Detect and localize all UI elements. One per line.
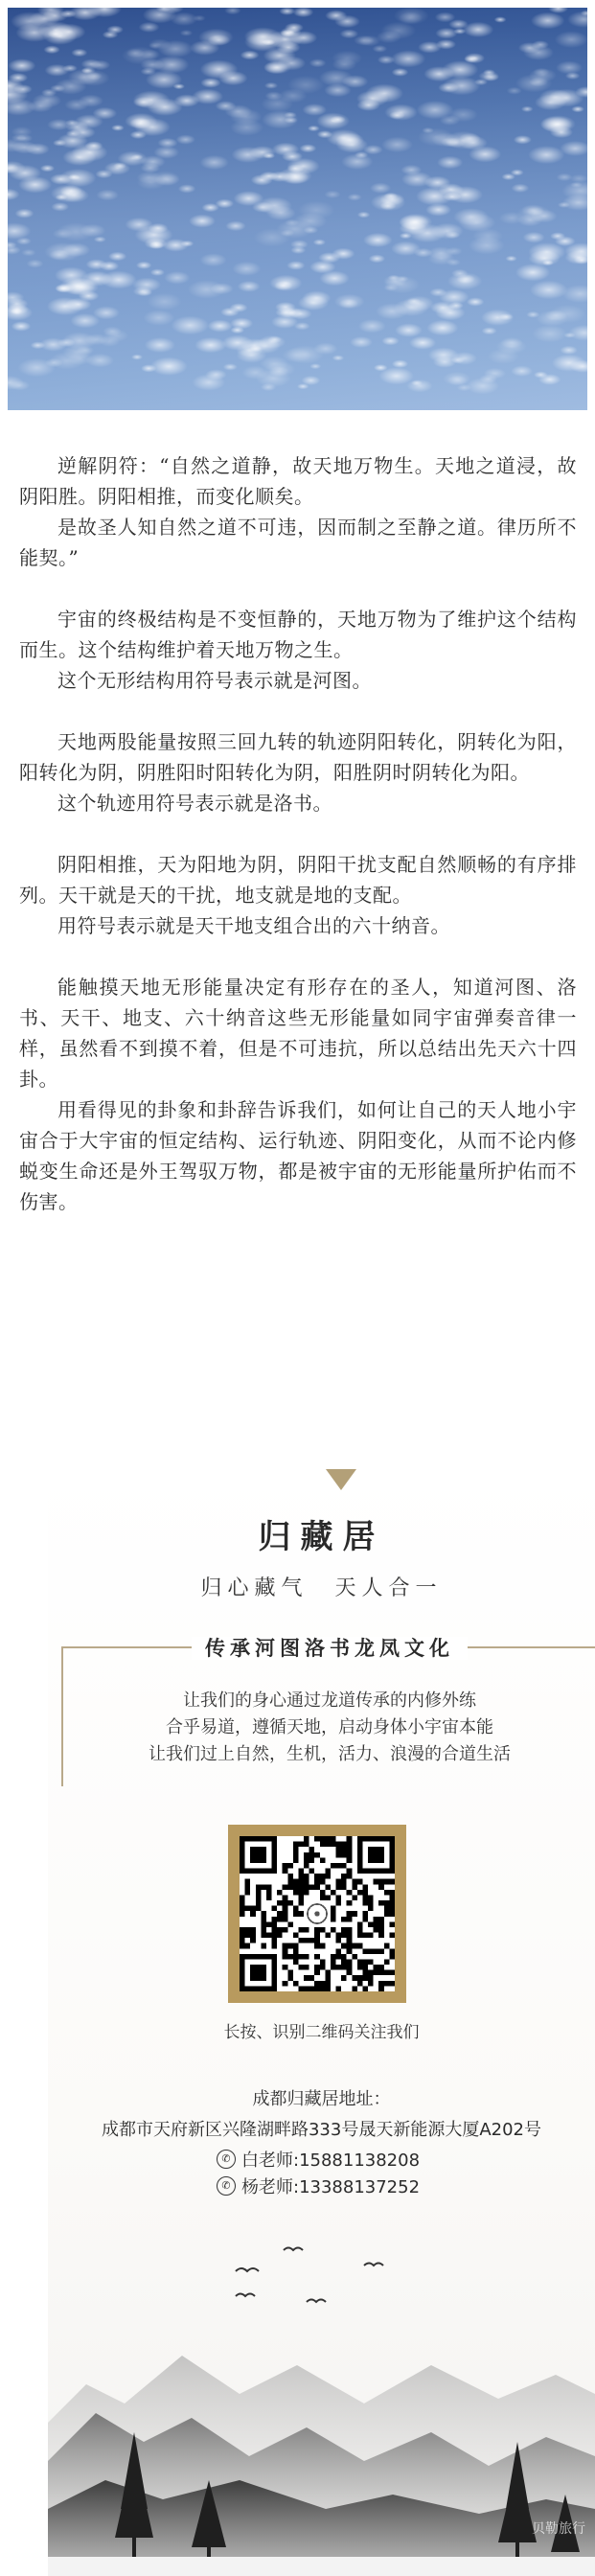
heritage-box [61,1637,595,1786]
paragraph: 阴阳相推，天为阳地为阴，阴阳干扰支配自然顺畅的有序排列。天干就是天的干扰，地支就是地的支配。 [19,853,577,907]
phone-icon: ✆ [217,2176,236,2196]
bird-icon [236,2248,383,2303]
heritage-title: 传承河图洛书龙凤文化 [63,1633,595,1662]
qr-caption: 长按、识别二维码关注我们 [223,2023,420,2042]
address-text: 成都市天府新区兴隆湖畔路333号晟天新能源大厦A202号 [101,2120,542,2140]
heritage-line: 让我们过上自然，生机，活力、浪漫的合道生活 [149,1744,511,1764]
heritage-line: 合乎易道，遵循天地，启动身体小宇宙本能 [166,1717,493,1737]
paragraph: 天地两股能量按照三回九转的轨迹阴阳转化，阴转化为阳，阳转化为阴，阴胜阳时阳转化为阴，阳胜阴时阴转化为阳。 [19,730,577,784]
triangle-marker-icon [326,1469,356,1490]
ink-landscape-illustration [48,2221,595,2576]
paragraph: 用符号表示就是天干地支组合出的六十纳音。 [57,914,450,937]
contact-yang[interactable]: ✆ 杨老师:13388137252 [217,2174,420,2198]
paragraph: 用看得见的卦象和卦辞告诉我们，如何让自己的天人地小宇宙合于大宇宙的恒定结构、运行轨迹、阴阳变化，从而不论内修蜕变生命还是外王驾驭万物，都是被宇宙的无形能量所护佑而不伤害。 [19,1098,577,1213]
paragraph: 宇宙的终极结构是不变恒静的，天地万物为了维护这个结构而生。这个结构维护着天地万物之生。 [19,608,577,661]
paragraph: 这个轨迹用符号表示就是洛书。 [57,792,332,815]
paragraph: 是故圣人知自然之道不可违，因而制之至静之道。律历所不能契。” [19,516,577,569]
brand-slogan: 归心藏气 天人合一 [200,1576,443,1600]
address-label: 成都归藏居地址： [252,2089,391,2109]
article-body [19,450,577,1217]
heritage-line: 让我们的身心通过龙道传承的内修外练 [183,1690,476,1711]
paragraph: 这个无形结构用符号表示就是河图。 [57,669,372,692]
paragraph: 能触摸天地无形能量决定有形存在的圣人，知道河图、洛书、天干、地支、六十纳音这些无形能量如同宇宙弹奏音律一样，虽然看不到摸不着，但是不可违抗，所以总结出先天六十四卦。 [19,976,577,1091]
brand-title: 归藏居 [258,1518,385,1556]
sky-cloud-image [8,8,587,410]
phone-icon: ✆ [217,2150,236,2169]
watermark: 贝勒旅行 [532,2521,585,2537]
footer-card [48,1464,595,2576]
qr-code[interactable] [228,1825,406,2003]
paragraph: 逆解阴符：“自然之道静，故天地万物生。天地之道浸，故阴阳胜。阴阳相推，而变化顺矣。 [19,454,577,508]
contact-bai[interactable]: ✆ 白老师:15881138208 [217,2147,420,2172]
